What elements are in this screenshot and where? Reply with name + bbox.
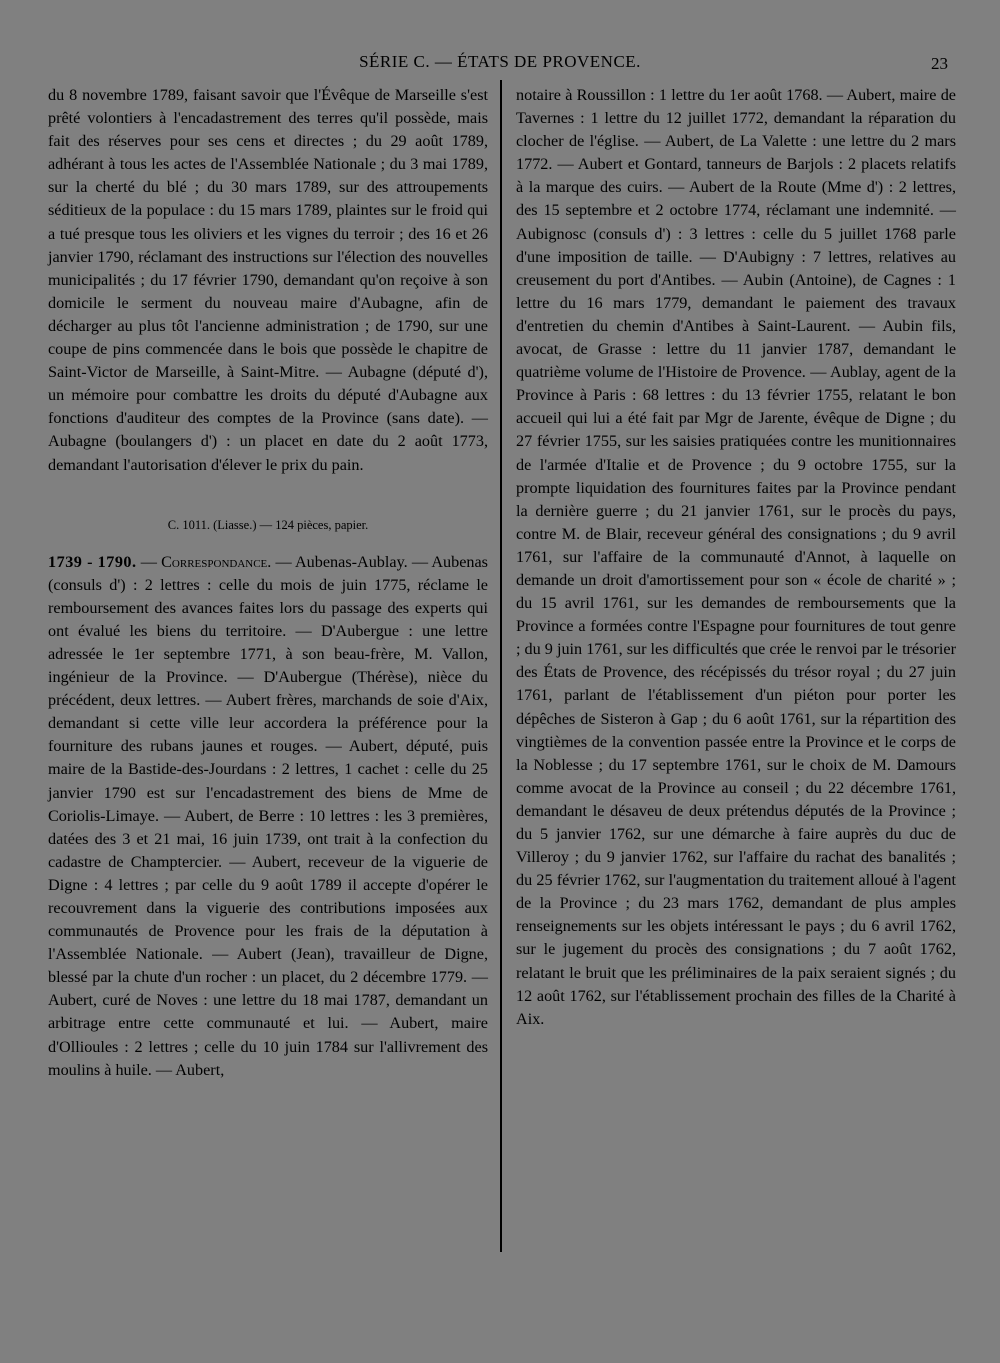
entry-paragraph: 1739 - 1790. — Correspondance. — Aubenas-Aublay. — Aubenas (consuls d') : 2 lettres : celle du mois de juin 1775, réclame le remboursement des avances faites lors du passage des experts qui ont évalué les biens du territoire. — D'Aubergue : une lettre adressée le 1er septembre 1771, à son beau-frère, M. Vallon, ingénieur de la Province. — D'Aubergue (Thérèse), nièce du précédent, deux lettres. — Aubert frères, marchands de soie d'Aix, demandant si cette ville leur accordera la préférence pour la fourniture des rubans jaunes et rouges. — Aubert, député, puis maire de la Bastide-des-Jourdans : 2 lettres, 1 cachet : celle du 25 janvier 1790 est sur l'encadastrement des biens de Mme de Coriolis-Limaye. — Aubert, de Berre : 10 lettres : les 3 premières, datées des 3 et 21 mai, 16 juin 1739, ont trait à la confection du cadastre de Champtercier. — Aubert, receveur de la viguerie de Digne : 4 lettres ; par celle du 9 août 1789 il accepte d'opérer le recouvrement dans la viguerie des contributions imposées aux communautés de Provence pour les frais de la députation à l'Assemblée Nationale. — Aubert (Jean), travailleur de Digne, blessé par la chute d'un rocher : un placet, du 2 décembre 1779. — Aubert, curé de Noves : une lettre du 18 mai 1787, demandant un arbitrage entre cette communauté et lui. — Aubert, maire d'Ollioules : 2 lettres ; celle du 10 juin 1784 sur l'allivrement des moulins à huile. — Aubert, (48, 552, 488, 1079)
running-header (0, 52, 1000, 76)
column-divider (500, 80, 502, 1252)
right-paragraph: notaire à Roussillon : 1 lettre du 1er août 1768. — Aubert, maire de Tavernes : 1 lettre du 12 juillet 1772, demandant la réparation du clocher de l'église. — Aubert, de La Valette : une lettre du 2 mars 1772. — Aubert et Gontard, tanneurs de Barjols : 2 placets relatifs à la marque des cuirs. — Aubert de la Route (Mme d') : 2 lettres, des 15 septembre et 2 octobre 1774, réclamant une indemnité. — Aubignosc (consuls d') : 3 lettres : celle du 5 juillet 1768 parle d'une imposition de taille. — D'Aubigny : 7 lettres, relatives au creusement du port d'Antibes. — Aubin (Antoine), de Cagnes : 1 lettre du 16 mars 1779, demandant le paiement des travaux d'entretien du chemin d'Antibes à Saint-Laurent. — Aubin fils, avocat, de Grasse : lettre du 11 janvier 1787, demandant le quatrième volume de l'Histoire de Provence. — Aublay, agent de la Province à Paris : 68 lettres : du 13 février 1755, relatant le bon accueil qui lui a été fait par Mgr de Jarente, évêque de Digne ; du 27 février 1755, sur les saisies pratiquées contre les munitionnaires de l'armée d'Italie et de Provence ; du 9 octobre 1755, sur la prompte liquidation des fournitures faites par la Province pendant la dernière guerre ; du 21 janvier 1761, sur le procès du pays, contre M. de Blair, receveur général des consignations ; du 9 avril 1761, sur l'affaire de la communauté d'Annot, à laquelle on demande un droit d'amortissement pour son « école de charité » ; du 15 avril 1761, sur les demandes de remboursements que la Province a formées contre l'Espagne pour fournitures de tout genre ; du 9 juin 1761, sur les difficultés que crée le renvoi par le trésorier des États de Provence, des récépissés du trésor royal ; du 27 juin 1761, parlant de l'établissement d'un piéton pour porter les dépêches de Sisteron à Gap ; du 6 août 1761, sur la répartition des vingtièmes de la convention passée entre la Province et le corps de la Noblesse ; du 17 septembre 1761, sur le choix de M. Damours comme avocat de la Province au conseil ; du 22 décembre 1761, demandant le désaveu de deux prétendus députés de la Province ; du 5 janvier 1762, sur une démarche à faire auprès du duc de Villeroy ; du 9 janvier 1762, sur l'affaire du rachat des banalités ; du 25 février 1762, sur l'augmentation du traitement alloué à l'agent de la Province ; du 23 mars 1762, demandant de plus amples renseignements sur les objets intéressant le pays ; du 6 avril 1762, sur le jugement du procès des consignations ; du 7 août 1762, relatant le bruit que les préliminaires de la paix seraient signés ; du 12 août 1762, sur l'établissement prochain des filles de la Charité à Aix. (516, 86, 956, 1028)
entry-dates: 1739 - 1790. (48, 552, 137, 571)
archive-caption: C. 1011. (Liasse.) — 124 pièces, papier. (167, 517, 369, 532)
left-paragraph-continued: du 8 novembre 1789, faisant savoir que l'Évêque de Marseille s'est prêté volontiers à l'encadastrement des terres qu'il possède, mais fait des réserves pour ses cens et directes ; du 29 août 1789, adhérant à tous les actes de l'Assemblée Nationale ; du 3 mai 1789, sur la cherté du blé ; du 30 mars 1789, sur des attroupements séditieux de la populace : du 15 mars 1789, plaintes sur le froid qui a tué presque tous les oliviers et les vignes du terroir ; des 16 et 26 janvier 1790, réclamant des instructions sur l'élection des nouvelles municipalités ; du 17 février 1790, demandant qu'on reçoive à son domicile le serment du nouveau maire d'Aubagne, afin de décharger au plus tôt l'ancienne administration ; de 1790, sur une coupe de pins commencée dans le bois que possède le chapitre de Saint-Victor de Marseille, à Saint-Mitre. — Aubagne (député d'), un mémoire pour combattre les droits du député d'Aubagne aux fonctions d'auditeur des comptes de la Province (sans date). — Aubagne (boulangers d') : un placet en date du 2 août 1773, demandant l'autorisation d'élever le prix du pain. (48, 86, 488, 474)
page-number: 23 (931, 54, 948, 73)
entry-heading: Correspondance. (161, 552, 272, 571)
right-column (516, 84, 956, 1031)
entry-body: — Aubenas-Aublay. — Aubenas (consuls d') : 2 lettres : celle du mois de juin 1775, réclame le remboursement des avances faites lors du passage des experts qui ont évalué les biens du territoire. — D'Aubergue : une lettre adressée le 1er septembre 1771, à son beau-frère, M. Vallon, ingénieur de la Province. — D'Aubergue (Thérèse), nièce du précédent, deux lettres. — Aubert frères, marchands de soie d'Aix, demandant si cette ville leur accordera la préférence pour la fourniture des rubans jaunes et rouges. — Aubert, député, puis maire de la Bastide-des-Jourdans : 2 lettres, 1 cachet : celle du 25 janvier 1790 est sur l'encadastrement des biens de Mme de Coriolis-Limaye. — Aubert, de Berre : 10 lettres : les 3 premières, datées des 3 et 21 mai, 16 juin 1739, ont trait à la confection du cadastre de Champtercier. — Aubert, receveur de la viguerie de Digne : 4 lettres ; par celle du 9 août 1789 il accepte d'opérer le recouvrement dans la viguerie des contributions imposées aux communautés de Provence pour les frais de la députation à l'Assemblée Nationale. — Aubert (Jean), travailleur de Digne, blessé par la chute d'un rocher : un placet, du 2 décembre 1779. — Aubert, curé de Noves : une lettre du 18 mai 1787, demandant un arbitrage entre cette communauté et lui. — Aubert, maire d'Ollioules : 2 lettres ; celle du 10 juin 1784 sur l'allivrement des moulins à huile. — Aubert, (48, 552, 488, 1079)
left-column (48, 84, 488, 1082)
running-title: SÉRIE C. — ÉTATS DE PROVENCE. (359, 52, 641, 71)
